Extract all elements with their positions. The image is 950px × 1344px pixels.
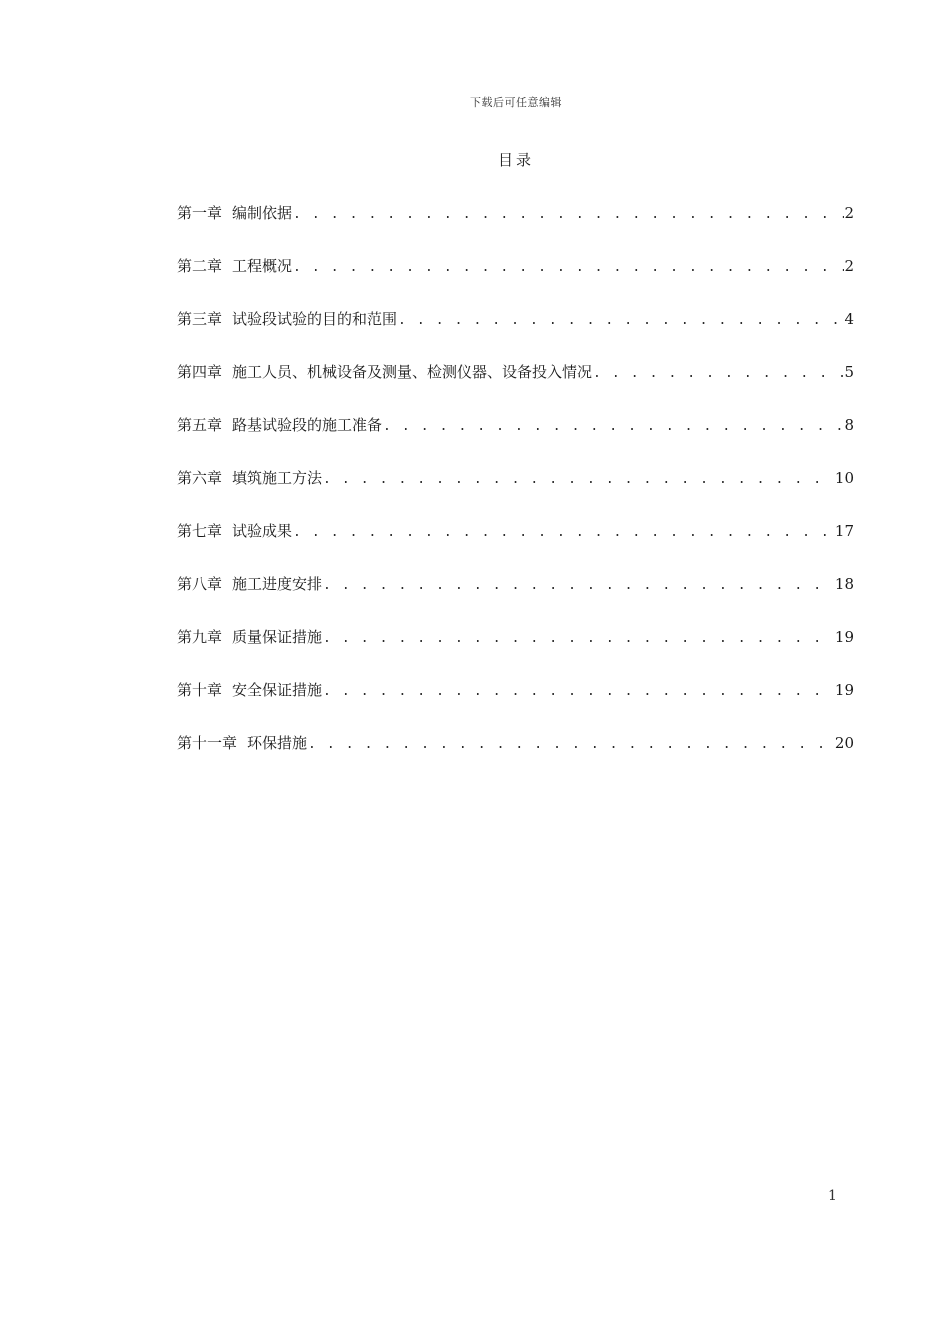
dot-leader: [322, 469, 835, 491]
toc-entry-title: 填筑施工方法: [232, 469, 323, 487]
toc-page-number: 4: [844, 310, 854, 328]
toc-title: 目录: [497, 151, 534, 169]
dot-leader: [322, 575, 835, 597]
header-note: 下载后可任意编辑: [470, 96, 562, 109]
toc-chapter-label: 第六章: [177, 469, 223, 487]
toc-entry[interactable]: [177, 414, 854, 467]
toc-entry-title: 工程概况: [232, 257, 293, 275]
toc-chapter-label: 第五章: [177, 416, 223, 434]
dot-leader: [307, 734, 835, 756]
dot-leader: [292, 204, 844, 226]
toc-entry[interactable]: [177, 573, 854, 626]
toc-chapter-label: 第八章: [177, 575, 223, 593]
toc-entry[interactable]: [177, 679, 854, 732]
toc-entry-title: 环保措施: [247, 734, 308, 752]
toc-entry-title: 施工进度安排: [232, 575, 323, 593]
toc-entry-title: 路基试验段的施工准备: [232, 416, 383, 434]
dot-leader: [382, 416, 844, 438]
toc-page-number: 10: [834, 469, 854, 487]
dot-leader: [322, 628, 835, 650]
toc-chapter-label: 第二章: [177, 257, 223, 275]
toc-entry[interactable]: [177, 308, 854, 361]
toc-page-number: 2: [844, 257, 854, 275]
toc-chapter-label: 第十章: [177, 681, 223, 699]
footer-page-number: 1: [828, 1188, 837, 1204]
dot-leader: [592, 363, 844, 385]
toc-entry[interactable]: [177, 626, 854, 679]
toc-chapter-label: 第一章: [177, 204, 223, 222]
toc-page-number: 17: [834, 522, 854, 540]
table-of-contents: [177, 202, 854, 785]
toc-entry-title: 施工人员、机械设备及测量、检测仪器、设备投入情况: [232, 363, 593, 381]
toc-page-number: 8: [844, 416, 854, 434]
dot-leader: [292, 522, 835, 544]
toc-entry[interactable]: [177, 520, 854, 573]
toc-chapter-label: 第三章: [177, 310, 223, 328]
toc-page-number: 2: [844, 204, 854, 222]
toc-page-number: 5: [844, 363, 854, 381]
toc-chapter-label: 第四章: [177, 363, 223, 381]
toc-entry[interactable]: [177, 202, 854, 255]
toc-page-number: 18: [834, 575, 854, 593]
toc-entry-title: 质量保证措施: [232, 628, 323, 646]
toc-entry[interactable]: [177, 361, 854, 414]
toc-entry-title: 安全保证措施: [232, 681, 323, 699]
toc-entry[interactable]: [177, 467, 854, 520]
dot-leader: [292, 257, 844, 279]
toc-chapter-label: 第十一章: [177, 734, 238, 752]
toc-entry-title: 试验段试验的目的和范围: [232, 310, 398, 328]
toc-page-number: 19: [834, 628, 854, 646]
toc-chapter-label: 第七章: [177, 522, 223, 540]
toc-page-number: 20: [834, 734, 854, 752]
dot-leader: [322, 681, 835, 703]
toc-chapter-label: 第九章: [177, 628, 223, 646]
toc-entry-title: 试验成果: [232, 522, 293, 540]
toc-entry[interactable]: [177, 732, 854, 785]
toc-entry-title: 编制依据: [232, 204, 293, 222]
toc-page-number: 19: [834, 681, 854, 699]
toc-entry[interactable]: [177, 255, 854, 308]
dot-leader: [397, 310, 844, 332]
